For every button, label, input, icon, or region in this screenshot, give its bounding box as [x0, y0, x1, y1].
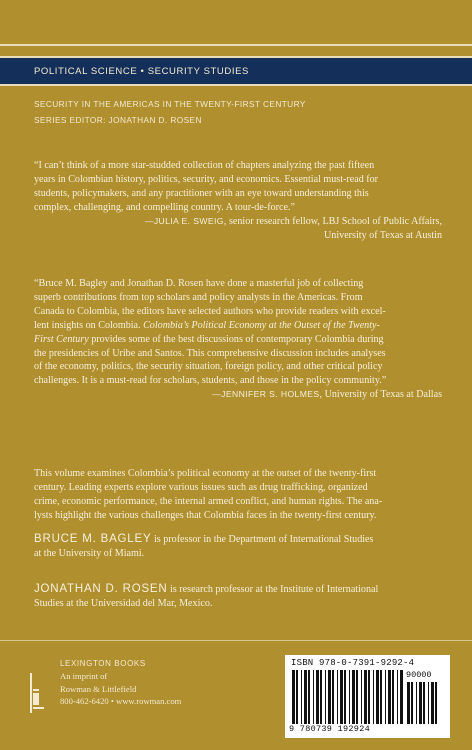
- series-info: [34, 96, 306, 128]
- quote-attribution: [34, 388, 442, 402]
- bottom-rule: [0, 640, 472, 641]
- quote-line: the presidencies of Uribe and Santos. This comprehensive discussion includes analyses: [34, 347, 386, 359]
- bio-text: is research professor at the Institute of International: [167, 584, 379, 595]
- endorser-role: , senior research fellow, LBJ School of Public Affairs,: [223, 215, 442, 227]
- quote-line: “Bruce M. Bagley and Jonathan D. Rosen have done a masterful job of collecting: [34, 278, 364, 289]
- bio-text: Studies at the Universidad del Mar, Mexico.: [34, 597, 213, 609]
- lexington-logo-icon: [30, 673, 44, 713]
- publisher-info: [60, 658, 181, 708]
- endorsement-sweig: [34, 159, 442, 242]
- publisher-imprint: An imprint of: [60, 671, 108, 682]
- bio-text: at the University of Miami.: [34, 547, 145, 559]
- quote-line: challenges. It is a must-read for scholars, students, and those in the policy community.”: [34, 375, 387, 387]
- quote-line: years in Colombian history, politics, security, and economics. Essential must-read for: [34, 173, 379, 185]
- barcode-icon: [291, 670, 403, 724]
- book-description: [34, 467, 442, 523]
- quote-line: First Century provides some of the best discussions of contemporary Colombia during: [34, 333, 384, 345]
- author-bio-bagley: [34, 533, 442, 561]
- publisher-contact: 800-462-6420 • www.rowman.com: [60, 696, 182, 707]
- publisher-name: LEXINGTON BOOKS: [60, 659, 146, 668]
- quote-attribution: [34, 215, 442, 229]
- description-line: crime, economic performance, the internal armed conflict, and human rights. The ana-: [34, 495, 383, 507]
- book-title: Colombia’s Political Economy at the Outset of the Twenty-: [143, 319, 380, 331]
- isbn-text: ISBN 978-0-7391-9292-4: [291, 658, 415, 668]
- series-editor: SERIES EDITOR: JONATHAN D. ROSEN: [34, 115, 202, 125]
- endorser-institution: University of Texas at Austin: [324, 229, 442, 241]
- top-rule: [0, 44, 472, 46]
- endorser-institution: , University of Texas at Dallas: [319, 389, 442, 401]
- addon-barcode-icon: [406, 682, 442, 726]
- description-line: This volume examines Colombia’s political economy at the outset of the twenty-first: [34, 468, 377, 479]
- barcode-digits: 9 780739 192924: [289, 724, 371, 734]
- description-line: lysts highlight the various challenges that Colombia faces in the twenty-first century.: [34, 509, 377, 521]
- subject-band: [0, 56, 472, 86]
- subject-label: POLITICAL SCIENCE • SECURITY STUDIES: [34, 66, 249, 77]
- addon-number: 90000: [406, 670, 432, 680]
- quote-line: lent insights on Colombia. Colombia’s Political Economy at the Outset of the Twenty-: [34, 319, 380, 331]
- quote-line: students, policymakers, and any practitioner with an eye toward understanding this: [34, 187, 369, 199]
- endorser-name: —JULIA E. SWEIG: [144, 215, 224, 226]
- author-bio-rosen: [34, 583, 442, 611]
- barcode-box: [285, 655, 450, 738]
- quote-line: complex, challenging, and compelling country. A tour-de-force.”: [34, 201, 295, 213]
- quote-line: Canada to Colombia, the editors have selected authors who provide readers with excel-: [34, 305, 386, 317]
- description-line: century. Leading experts explore various issues such as drug trafficking, organized: [34, 481, 368, 493]
- quote-line: of the economy, politics, the security situation, foreign policy, and other critical policy: [34, 361, 383, 373]
- book-title-cont: First Century: [34, 333, 89, 345]
- series-title: SECURITY IN THE AMERICAS IN THE TWENTY-FIRST CENTURY: [34, 99, 306, 109]
- publisher-parent: Rowman & Littlefield: [60, 683, 137, 694]
- author-name: JONATHAN D. ROSEN: [34, 583, 168, 595]
- quote-line: “I can’t think of a more star-studded collection of chapters analyzing the past fifteen: [34, 160, 375, 171]
- endorser-name: —JENNIFER S. HOLMES: [212, 389, 320, 400]
- author-name: BRUCE M. BAGLEY: [34, 533, 152, 545]
- endorsement-holmes: [34, 277, 442, 402]
- bio-text: is professor in the Department of International Studies: [151, 534, 374, 545]
- quote-line: superb contributions from top scholars and policy analysts in the Americas. From: [34, 291, 363, 303]
